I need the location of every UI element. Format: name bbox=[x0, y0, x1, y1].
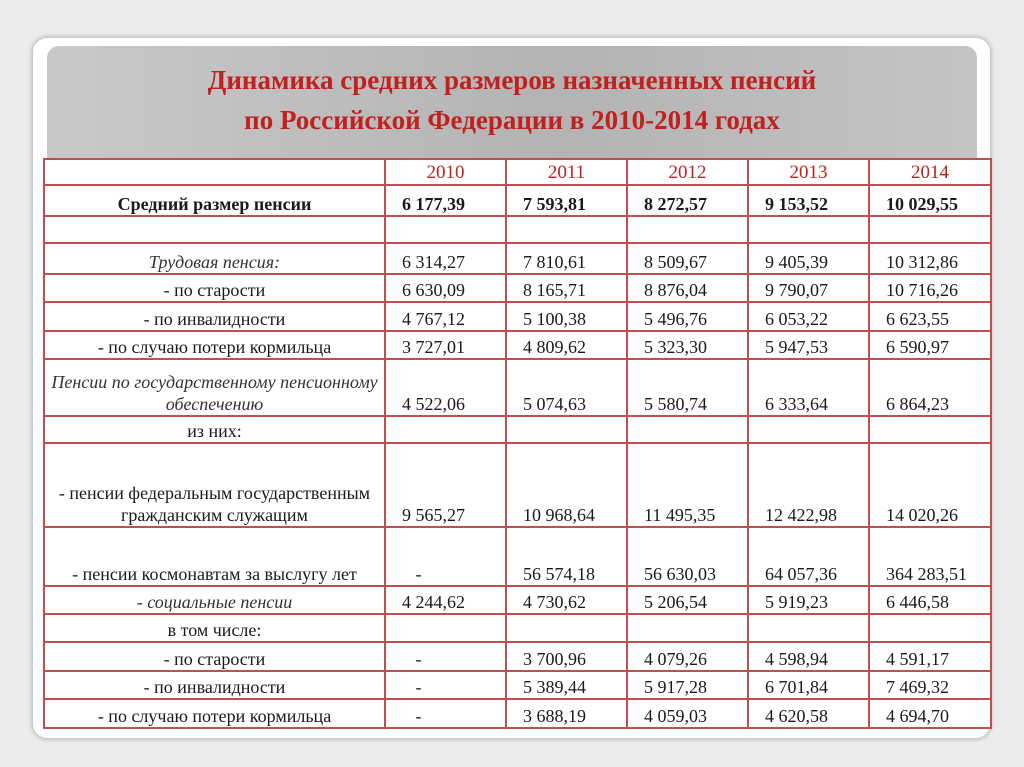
value-cell: 6 701,84 bbox=[748, 671, 869, 699]
row-label: - пенсии космонавтам за выслугу лет bbox=[44, 527, 385, 586]
value-cell: 5 100,38 bbox=[506, 302, 627, 331]
row-label: - пенсии федеральным государственным гражданским служащим bbox=[44, 443, 385, 527]
value-cell: 12 422,98 bbox=[748, 443, 869, 527]
value-cell bbox=[627, 416, 748, 443]
value-cell: 5 919,23 bbox=[748, 586, 869, 614]
year-header: 2014 bbox=[869, 159, 991, 185]
slide-title bbox=[47, 60, 977, 140]
value-cell: 64 057,36 bbox=[748, 527, 869, 586]
value-cell bbox=[385, 216, 506, 243]
row-label: - по старости bbox=[44, 642, 385, 671]
value-cell: 4 591,17 bbox=[869, 642, 991, 671]
value-cell: 56 574,18 bbox=[506, 527, 627, 586]
value-cell: 8 272,57 bbox=[627, 185, 748, 216]
value-cell: 5 947,53 bbox=[748, 331, 869, 359]
table-row bbox=[44, 185, 991, 216]
year-header: 2011 bbox=[506, 159, 627, 185]
value-cell: 4 598,94 bbox=[748, 642, 869, 671]
row-label: из них: bbox=[44, 416, 385, 443]
value-cell: 10 029,55 bbox=[869, 185, 991, 216]
value-cell: 3 688,19 bbox=[506, 699, 627, 728]
table-row bbox=[44, 699, 991, 728]
value-cell: 11 495,35 bbox=[627, 443, 748, 527]
value-cell: 9 153,52 bbox=[748, 185, 869, 216]
value-cell bbox=[627, 216, 748, 243]
value-cell bbox=[869, 614, 991, 642]
table-row bbox=[44, 416, 991, 443]
value-cell: 9 405,39 bbox=[748, 243, 869, 274]
value-cell: 10 312,86 bbox=[869, 243, 991, 274]
table-row bbox=[44, 243, 991, 274]
value-cell: 5 580,74 bbox=[627, 359, 748, 416]
value-cell: 6 864,23 bbox=[869, 359, 991, 416]
table-row bbox=[44, 642, 991, 671]
value-cell: 4 809,62 bbox=[506, 331, 627, 359]
value-cell bbox=[385, 416, 506, 443]
value-cell: - bbox=[385, 527, 506, 586]
value-cell: 9 565,27 bbox=[385, 443, 506, 527]
row-label: - по инвалидности bbox=[44, 671, 385, 699]
title-line-2: по Российской Федерации в 2010-2014 годах bbox=[244, 105, 780, 135]
row-label: - по случаю потери кормильца bbox=[44, 699, 385, 728]
value-cell bbox=[748, 614, 869, 642]
table-row bbox=[44, 671, 991, 699]
value-cell: 6 446,58 bbox=[869, 586, 991, 614]
value-cell: 7 593,81 bbox=[506, 185, 627, 216]
value-cell: 10 968,64 bbox=[506, 443, 627, 527]
value-cell: 364 283,51 bbox=[869, 527, 991, 586]
table-row bbox=[44, 274, 991, 302]
value-cell: 5 917,28 bbox=[627, 671, 748, 699]
header-label-cell bbox=[44, 159, 385, 185]
value-cell: 7 469,32 bbox=[869, 671, 991, 699]
value-cell: 5 389,44 bbox=[506, 671, 627, 699]
value-cell bbox=[869, 216, 991, 243]
value-cell: 10 716,26 bbox=[869, 274, 991, 302]
year-header: 2013 bbox=[748, 159, 869, 185]
value-cell bbox=[385, 614, 506, 642]
value-cell bbox=[506, 216, 627, 243]
value-cell: 4 694,70 bbox=[869, 699, 991, 728]
table-row bbox=[44, 359, 991, 416]
value-cell: - bbox=[385, 642, 506, 671]
table-row bbox=[44, 331, 991, 359]
value-cell: 6 177,39 bbox=[385, 185, 506, 216]
value-cell: 7 810,61 bbox=[506, 243, 627, 274]
value-cell: 8 509,67 bbox=[627, 243, 748, 274]
value-cell: 5 206,54 bbox=[627, 586, 748, 614]
title-line-1: Динамика средних размеров назначенных пенсий bbox=[207, 65, 817, 95]
row-label: Трудовая пенсия: bbox=[44, 243, 385, 274]
row-label: - по инвалидности bbox=[44, 302, 385, 331]
table-row bbox=[44, 443, 991, 527]
row-label: Средний размер пенсии bbox=[44, 185, 385, 216]
value-cell: 3 727,01 bbox=[385, 331, 506, 359]
value-cell: 56 630,03 bbox=[627, 527, 748, 586]
value-cell: 6 314,27 bbox=[385, 243, 506, 274]
value-cell: 4 244,62 bbox=[385, 586, 506, 614]
value-cell: 6 333,64 bbox=[748, 359, 869, 416]
row-label: - по случаю потери кормильца bbox=[44, 331, 385, 359]
table-row bbox=[44, 302, 991, 331]
value-cell: 4 079,26 bbox=[627, 642, 748, 671]
value-cell: 6 053,22 bbox=[748, 302, 869, 331]
value-cell: 5 496,76 bbox=[627, 302, 748, 331]
value-cell: 14 020,26 bbox=[869, 443, 991, 527]
value-cell: - bbox=[385, 699, 506, 728]
value-cell: 3 700,96 bbox=[506, 642, 627, 671]
value-cell bbox=[748, 216, 869, 243]
table-row bbox=[44, 614, 991, 642]
value-cell: 4 522,06 bbox=[385, 359, 506, 416]
value-cell: 4 620,58 bbox=[748, 699, 869, 728]
value-cell bbox=[869, 416, 991, 443]
value-cell: 5 323,30 bbox=[627, 331, 748, 359]
value-cell: 4 059,03 bbox=[627, 699, 748, 728]
value-cell: 6 630,09 bbox=[385, 274, 506, 302]
value-cell: 4 767,12 bbox=[385, 302, 506, 331]
row-label: - по старости bbox=[44, 274, 385, 302]
year-header: 2012 bbox=[627, 159, 748, 185]
value-cell: 4 730,62 bbox=[506, 586, 627, 614]
row-label: Пенсии по государственному пенсионному обеспечению bbox=[44, 359, 385, 416]
year-header: 2010 bbox=[385, 159, 506, 185]
table-row bbox=[44, 586, 991, 614]
value-cell bbox=[627, 614, 748, 642]
table-body bbox=[44, 185, 991, 728]
value-cell: 6 590,97 bbox=[869, 331, 991, 359]
value-cell bbox=[748, 416, 869, 443]
table-row bbox=[44, 527, 991, 586]
table-row bbox=[44, 216, 991, 243]
value-cell bbox=[506, 614, 627, 642]
table-header-row bbox=[44, 159, 991, 185]
value-cell bbox=[506, 416, 627, 443]
value-cell: 9 790,07 bbox=[748, 274, 869, 302]
pension-table bbox=[43, 158, 992, 729]
value-cell: 6 623,55 bbox=[869, 302, 991, 331]
value-cell: - bbox=[385, 671, 506, 699]
value-cell: 8 165,71 bbox=[506, 274, 627, 302]
row-label: в том числе: bbox=[44, 614, 385, 642]
row-label: - социальные пенсии bbox=[44, 586, 385, 614]
row-label bbox=[44, 216, 385, 243]
value-cell: 8 876,04 bbox=[627, 274, 748, 302]
value-cell: 5 074,63 bbox=[506, 359, 627, 416]
